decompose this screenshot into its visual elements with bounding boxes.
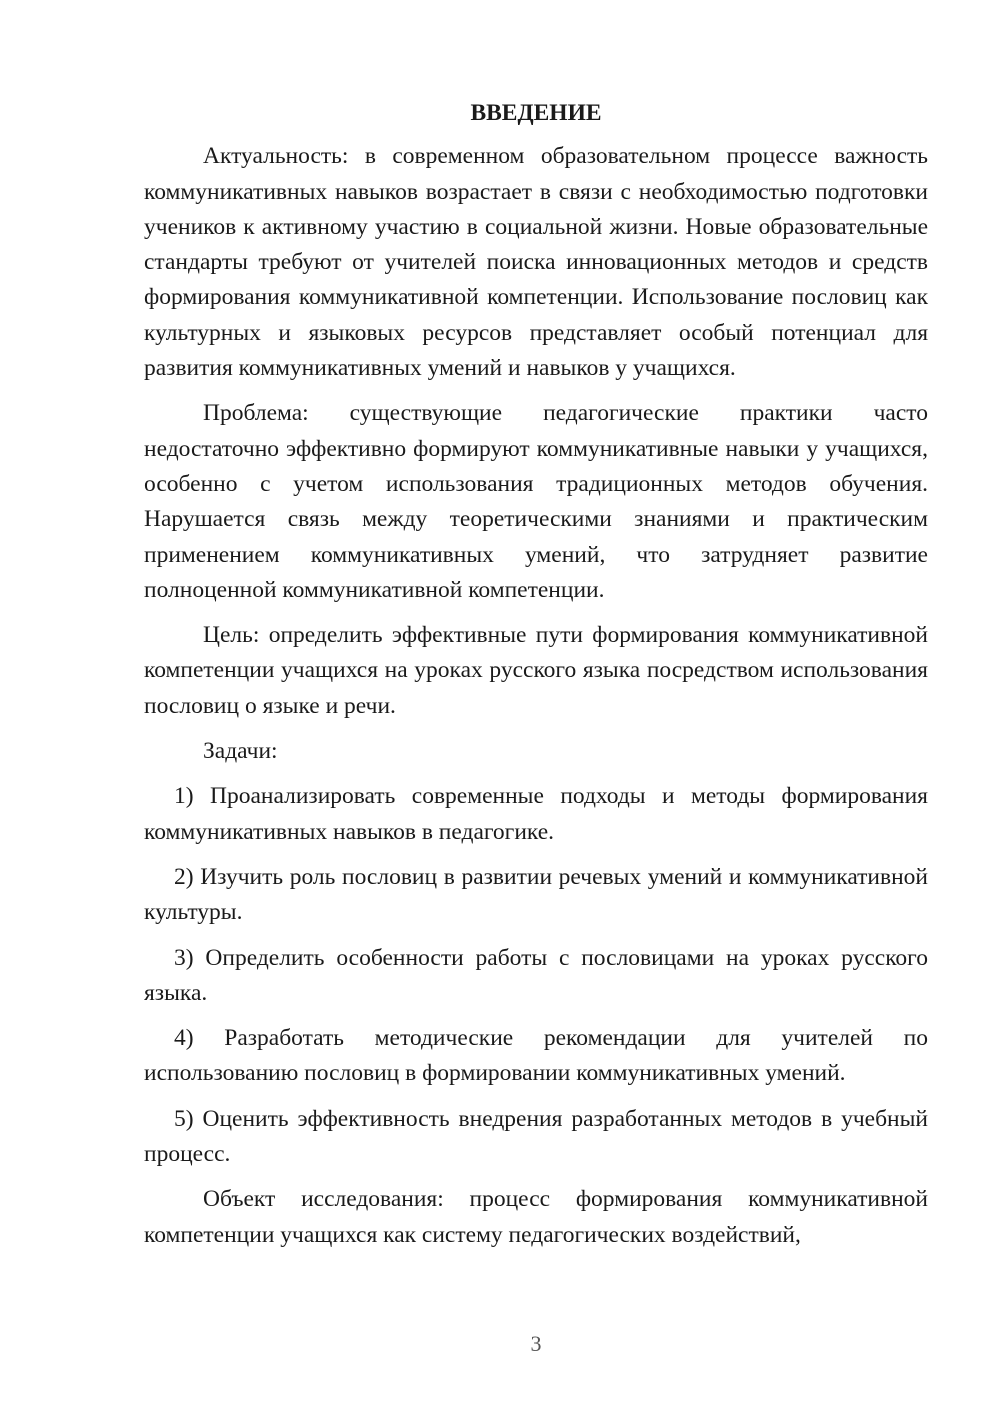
task-item: 1) Проанализировать современные подходы и методы формирования коммуникативных навыков в педагогике. bbox=[144, 783, 928, 845]
task-item: 3) Определить особенности работы с пословицами на уроках русского языка. bbox=[144, 944, 928, 1006]
task-item: 4) Разработать методические рекомендации для учителей по использованию пословиц в формировании коммуникативных умений. bbox=[144, 1025, 928, 1087]
relevance-paragraph: Актуальность: в современном образовательном процессе важность коммуникативных навыков возрастает в связи с необходимостью подготовки учеников к активному участию в социальной жизни. Новые образовательные стандарты требуют от учителей поиска инновационных методов и средств формирования коммуникативной компетенции. Использование пословиц как культурных и языковых ресурсов представляет особый потенциал для развития коммуникативных умений и навыков у учащихся. bbox=[144, 143, 928, 382]
object-paragraph: Объект исследования: процесс формирования коммуникативной компетенции учащихся как систему педагогических воздействий, bbox=[144, 1186, 928, 1248]
problem-paragraph: Проблема: существующие педагогические практики часто недостаточно эффективно формируют коммуникативные навыки у учащихся, особенно с учетом использования традиционных методов обучения. Нарушается связь между теоретическими знаниями и практическим применением коммуникативных умений, что затрудняет развитие полноценной коммуникативной компетенции. bbox=[144, 400, 928, 603]
page-number: 3 bbox=[530, 1331, 542, 1356]
task-item: 5) Оценить эффективность внедрения разработанных методов в учебный процесс. bbox=[144, 1105, 928, 1168]
section-title: ВВЕДЕНИЕ bbox=[470, 100, 602, 126]
document-body bbox=[144, 96, 928, 1263]
goal-paragraph: Цель: определить эффективные пути формирования коммуникативной компетенции учащихся на уроках русского языка посредством использования пословиц о языке и речи. bbox=[144, 622, 928, 719]
task-item: 2) Изучить роль пословиц в развитии речевых умений и коммуникативной культуры. bbox=[144, 863, 928, 926]
tasks-heading: Задачи: bbox=[203, 738, 278, 765]
